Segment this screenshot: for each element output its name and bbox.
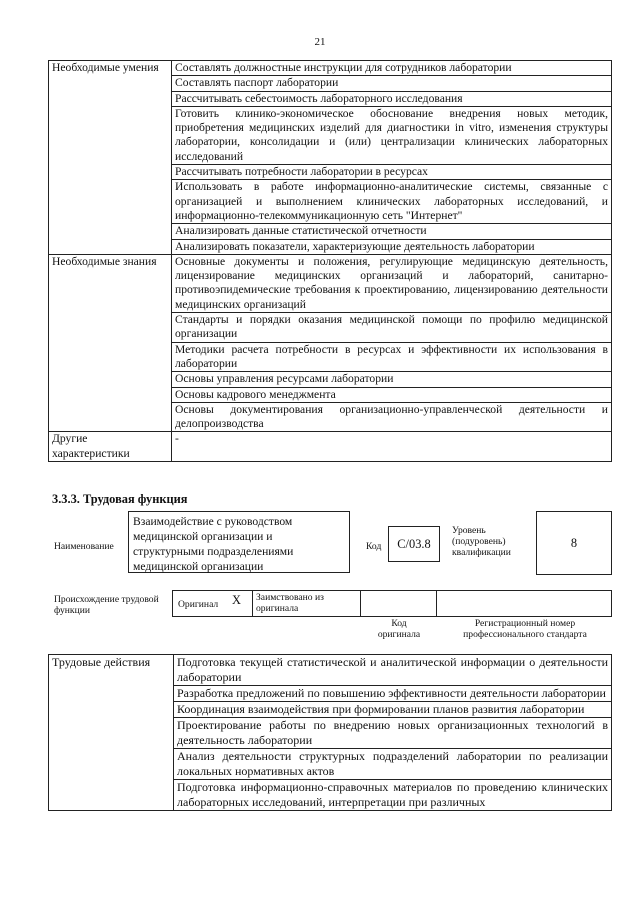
list-item: Готовить клинико-экономическое обоснование внедрения новых методик, приобретения медицинских изделий для диагностики in vitro, изменения структуры лаборатории, консолидации и (или) централизации клинических лабораторных исследований	[172, 106, 612, 164]
list-item: Основные документы и положения, регулирующие медицинскую деятельность, лицензирование медицинских организаций и лабораторий, санитарно-противоэпидемические требования к проектированию, лицензированию деятельности медицинских организаций	[172, 254, 612, 312]
level-label: Уровень (подуровень) квалификации	[452, 525, 511, 558]
list-item: Анализировать данные статистической отчетности	[172, 224, 612, 239]
origin-divider	[252, 590, 253, 616]
origin-label: Происхождение трудовой функции	[54, 594, 159, 616]
name-label: Наименование	[54, 541, 114, 552]
list-item: Стандарты и порядки оказания медицинской помощи по профилю медицинской организации	[172, 313, 612, 343]
origin-divider	[360, 590, 361, 616]
list-item: Проектирование работы по внедрению новых организационных технологий в деятельность лаборатории	[174, 718, 612, 749]
list-item: Разработка предложений по повышению эффективности деятельности лаборатории	[174, 686, 612, 702]
list-item: Рассчитывать потребности лаборатории в ресурсах	[172, 165, 612, 180]
original-label: Оригинал	[178, 599, 219, 610]
list-item: Анализ деятельности структурных подразделений лаборатории по реализации локальных нормативных актов	[174, 749, 612, 780]
page-number: 21	[314, 36, 326, 48]
row-label-knowledge: Необходимые знания	[49, 254, 172, 432]
list-item: Рассчитывать себестоимость лабораторного исследования	[172, 91, 612, 106]
origin-divider	[436, 590, 437, 616]
table-row	[49, 61, 612, 76]
section-title: 3.3.3. Трудовая функция	[52, 492, 188, 506]
table-row	[49, 432, 612, 462]
list-item: Использовать в работе информационно-аналитические системы, связанные с организацией и выполнением клинических лабораторных исследований, и информационно-телекоммуникационную сеть "Интернет"	[172, 180, 612, 224]
code-original-label: Код оригинала	[377, 618, 421, 640]
table-row	[49, 254, 612, 312]
list-item: Составлять должностные инструкции для сотрудников лаборатории	[172, 61, 612, 76]
level-value-box: 8	[536, 511, 612, 575]
list-item: Составлять паспорт лаборатории	[172, 76, 612, 91]
list-item: Координация взаимодействия при формировании планов развития лаборатории	[174, 702, 612, 718]
labor-actions-table	[48, 654, 612, 811]
list-item: Методики расчета потребности в ресурсах и эффективности их использования в лаборатории	[172, 342, 612, 372]
list-item: Анализировать показатели, характеризующие деятельность лаборатории	[172, 239, 612, 254]
original-mark: X	[232, 593, 241, 607]
borrowed-label: Заимствовано из оригинала	[256, 592, 324, 614]
table-row	[49, 655, 612, 686]
row-label-skills: Необходимые умения	[49, 61, 172, 255]
list-item: Основы кадрового менеджмента	[172, 387, 612, 402]
row-label-other: Другие характеристики	[49, 432, 172, 462]
reg-number-label: Регистрационный номер профессионального стандарта	[463, 618, 587, 640]
code-value-box: С/03.8	[388, 526, 440, 562]
list-item: Основы документирования организационно-управленческой деятельности и делопроизводства	[172, 402, 612, 432]
list-item: Подготовка информационно-справочных материалов по проведению клинических лабораторных исследований, интерпретации при различных	[174, 780, 612, 811]
row-label-labor-actions: Трудовые действия	[49, 655, 174, 811]
list-item: Подготовка текущей статистической и аналитической информации о деятельности лаборатории	[174, 655, 612, 686]
skills-knowledge-table	[48, 60, 612, 462]
code-label: Код	[366, 541, 382, 552]
function-name-box: Взаимодействие с руководством медицинской организации и структурными подразделениями медицинской организации	[128, 511, 350, 573]
list-item: -	[172, 432, 612, 462]
list-item: Основы управления ресурсами лаборатории	[172, 372, 612, 387]
